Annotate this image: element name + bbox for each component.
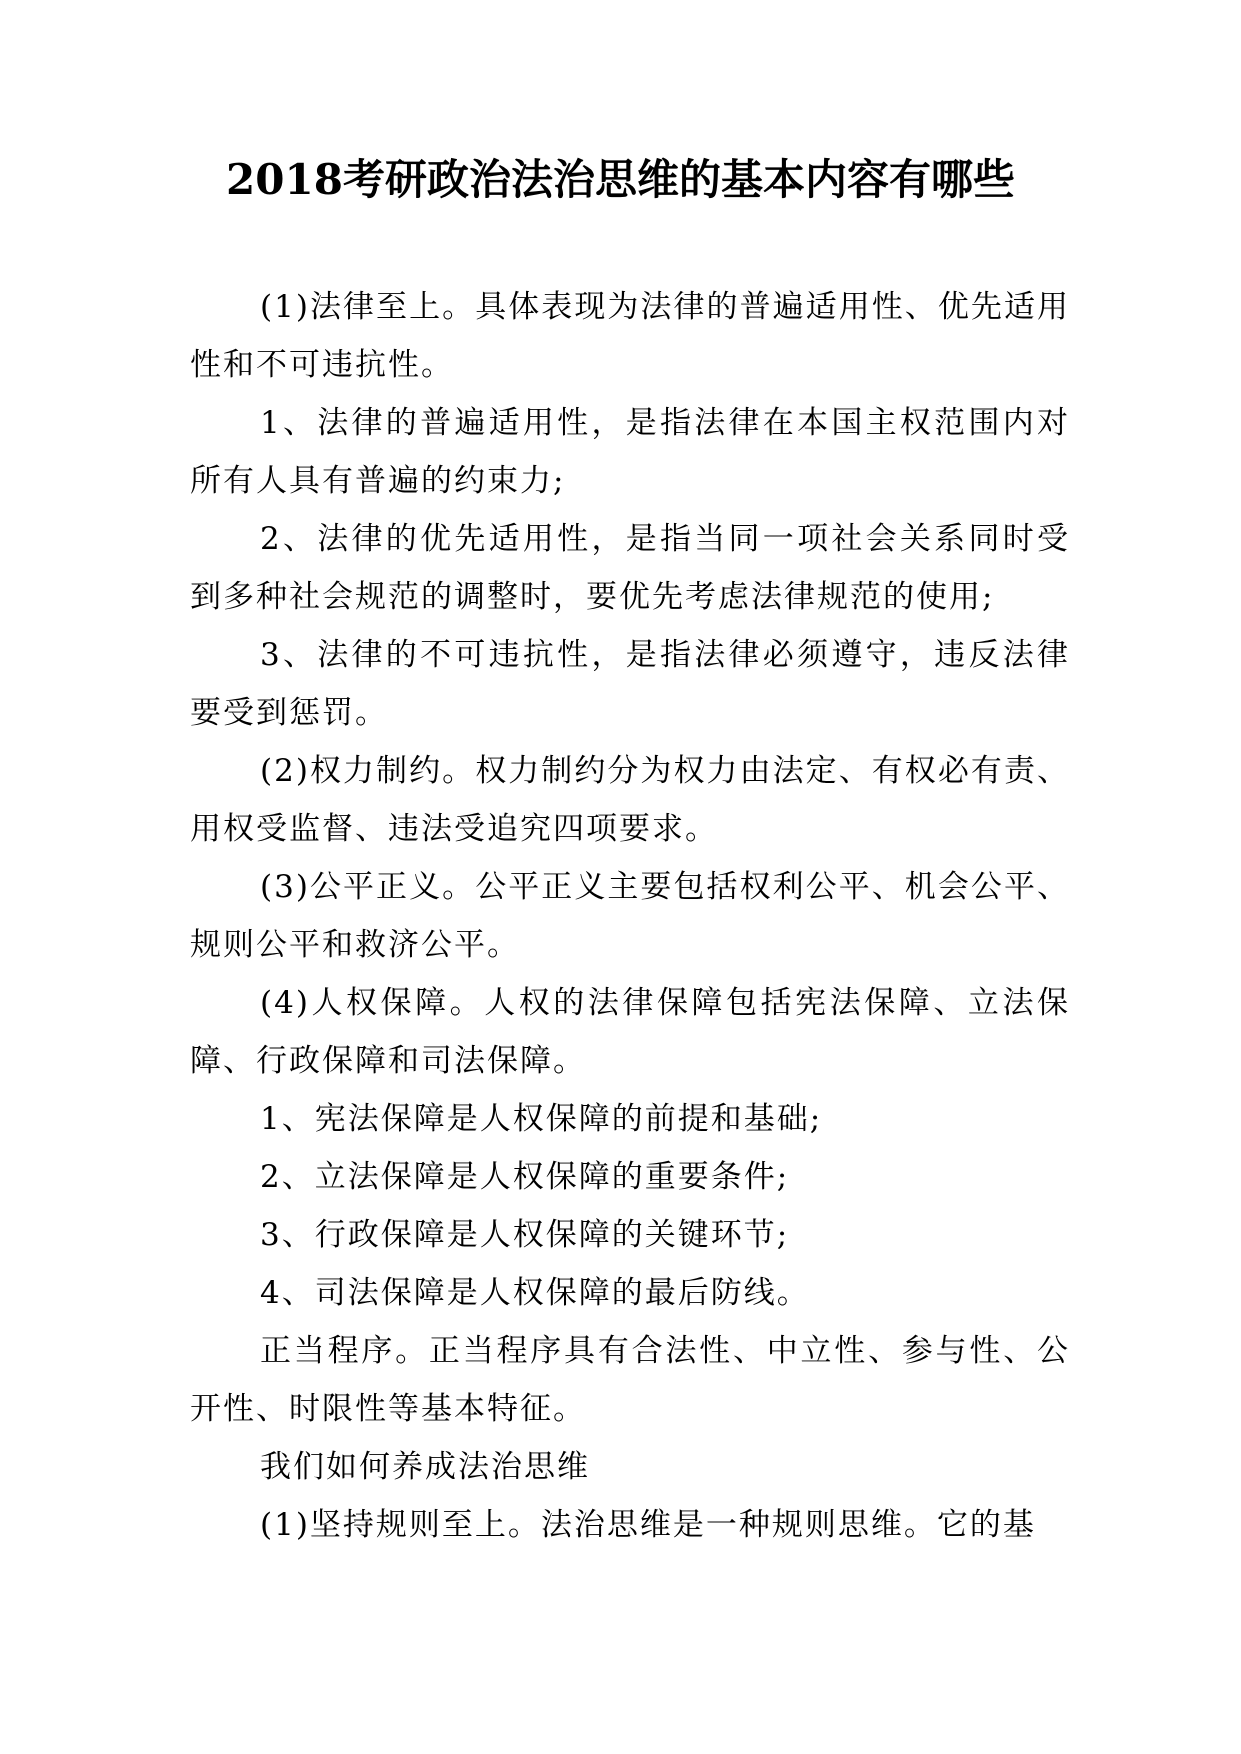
paragraph-14: (1)坚持规则至上。法治思维是一种规则思维。它的基 (260, 1507, 1036, 1543)
paragraph-10: 3、行政保障是人权保障的关键环节; (260, 1217, 790, 1253)
paragraph-12: 正当程序。正当程序具有合法性、中立性、参与性、公开性、时限性等基本特征。 (190, 1333, 1070, 1427)
paragraph-2: 1、法律的普遍适用性，是指法律在本国主权范围内对所有人具有普遍的约束力; (190, 405, 1070, 499)
paragraph-5: (2)权力制约。权力制约分为权力由法定、有权必有责、用权受监督、违法受追究四项要求。 (190, 753, 1070, 847)
paragraph-7: (4)人权保障。人权的法律保障包括宪法保障、立法保障、行政保障和司法保障。 (190, 985, 1070, 1079)
paragraph-11: 4、司法保障是人权保障的最后防线。 (260, 1275, 810, 1311)
paragraph-13: 我们如何养成法治思维 (260, 1449, 590, 1485)
paragraph-6: (3)公平正义。公平正义主要包括权利公平、机会公平、规则公平和救济公平。 (190, 869, 1070, 963)
paragraph-9: 2、立法保障是人权保障的重要条件; (260, 1159, 790, 1195)
paragraph-4: 3、法律的不可违抗性，是指法律必须遵守，违反法律要受到惩罚。 (190, 637, 1070, 731)
paragraph-3: 2、法律的优先适用性，是指当同一项社会关系同时受到多种社会规范的调整时，要优先考虑法律规范的使用; (190, 521, 1070, 615)
paragraph-1: (1)法律至上。具体表现为法律的普遍适用性、优先适用性和不可违抗性。 (190, 289, 1070, 383)
document-body (190, 278, 1070, 1554)
document-title: 2018考研政治法治思维的基本内容有哪些 (226, 155, 1015, 204)
paragraph-8: 1、宪法保障是人权保障的前提和基础; (260, 1101, 823, 1137)
